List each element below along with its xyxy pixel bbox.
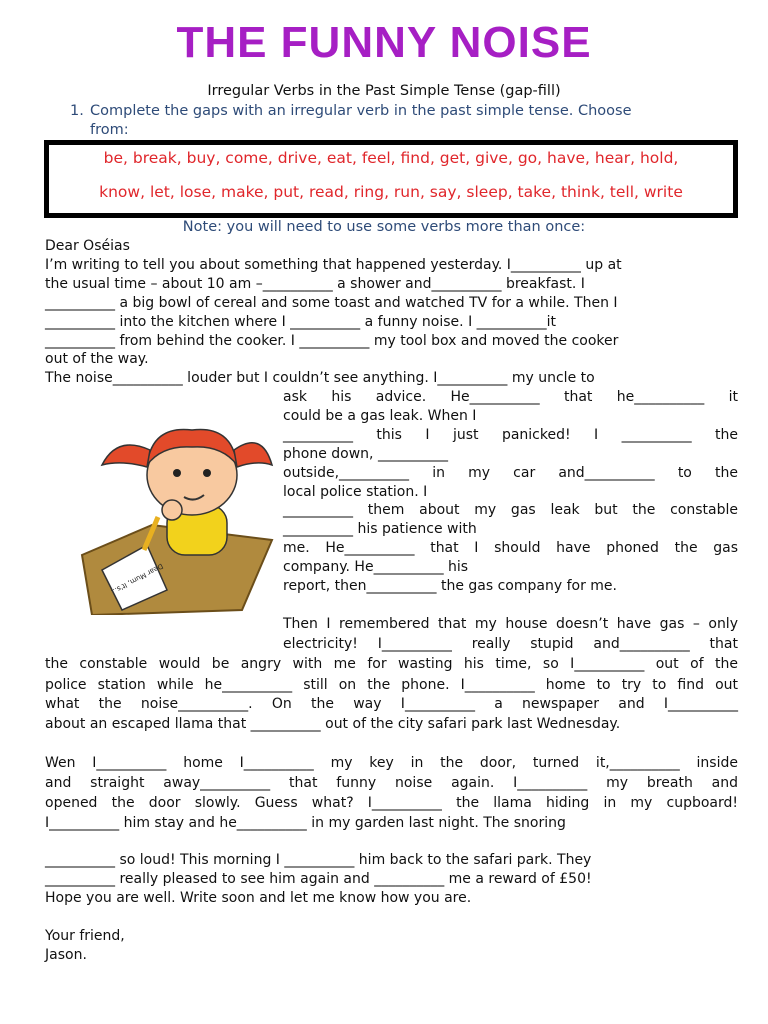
letter-line: Then I remembered that my house doesn’t have gas – only — [283, 616, 738, 632]
letter-line: ask his advice. He__________ that he__________ it — [283, 389, 738, 405]
left-eye — [173, 469, 181, 477]
letter-line: __________ into the kitchen where I __________ a funny noise. I __________it — [45, 314, 557, 330]
letter-line: company. He__________ his — [283, 559, 469, 575]
letter-line: I__________ him stay and he__________ in my garden last night. The snoring — [45, 815, 566, 831]
right-pigtail — [234, 443, 272, 467]
verb-list-line-1: be, break, buy, come, drive, eat, feel, find, get, give, go, have, hear, hold, — [103, 149, 679, 167]
letter-line: __________ so loud! This morning I __________ him back to the safari park. They — [45, 852, 592, 868]
letter-line: Wen I__________ home I__________ my key in the door, turned it,__________ inside — [45, 755, 738, 771]
instruction-line-1: Complete the gaps with an irregular verb in the past simple tense. Choose — [90, 103, 632, 119]
instruction-line-2: from: — [90, 122, 129, 138]
letter-line: Dear Oséias — [45, 238, 130, 254]
letter-line: the constable would be angry with me for wasting his time, so I__________ out of the — [45, 656, 738, 672]
right-eye — [203, 469, 211, 477]
letter-line: The noise__________ louder but I couldn’t see anything. I__________ my uncle to — [45, 370, 595, 386]
letter-line: outside,__________ in my car and__________ to the — [283, 465, 738, 481]
subtitle: Irregular Verbs in the Past Simple Tense (gap-fill) — [207, 83, 561, 99]
letter-line: could be a gas leak. When I — [283, 408, 477, 424]
letter-line: __________ really pleased to see him again and __________ me a reward of £50! — [45, 871, 592, 887]
paper-handwriting: Dear Mum, It's... — [109, 561, 165, 596]
verb-list-line-2: know, let, lose, make, put, read, ring, run, say, sleep, take, think, tell, write — [99, 183, 683, 201]
letter-line: __________ this I just panicked! I __________ the — [283, 427, 738, 443]
letter-line: what the noise__________. On the way I__________ a newspaper and I__________ — [45, 696, 738, 712]
girl-writing-illustration — [72, 405, 282, 615]
instruction-number: 1. — [70, 103, 84, 119]
letter-line: __________ them about my gas leak but the constable — [283, 502, 738, 518]
letter-line: local police station. I — [283, 484, 428, 500]
left-pigtail — [102, 445, 150, 467]
letter-line: me. He__________ that I should have phoned the gas — [283, 540, 738, 556]
letter-line: __________ a big bowl of cereal and some toast and watched TV for a while. Then I — [45, 295, 618, 311]
letter-line: the usual time – about 10 am –__________ a shower and__________ breakfast. I — [45, 276, 585, 292]
letter-line: I’m writing to tell you about something that happened yesterday. I__________ up at — [45, 257, 622, 273]
letter-line: out of the way. — [45, 351, 149, 367]
letter-line: opened the door slowly. Guess what? I__________ the llama hiding in my cupboard! — [45, 795, 738, 811]
letter-line: and straight away__________ that funny noise again. I__________ my breath and — [45, 775, 738, 791]
hand-shape — [162, 500, 182, 520]
note: Note: you will need to use some verbs more than once: — [182, 219, 586, 235]
page-title: THE FUNNY NOISE — [176, 18, 592, 67]
letter-line: __________ his patience with — [283, 521, 477, 537]
letter-line: report, then__________ the gas company for me. — [283, 578, 617, 594]
letter-line: police station while he__________ still on the phone. I__________ home to try to find out — [45, 677, 738, 693]
verb-box — [44, 140, 738, 218]
letter-line: __________ from behind the cooker. I __________ my tool box and moved the cooker — [45, 333, 619, 349]
letter-line: phone down, __________ — [283, 446, 448, 462]
letter-line: about an escaped llama that __________ out of the city safari park last Wednesday. — [45, 716, 621, 732]
letter-line: Your friend, — [45, 928, 125, 944]
letter-line: electricity! I__________ really stupid and__________ that — [283, 636, 738, 652]
letter-line: Hope you are well. Write soon and let me know how you are. — [45, 890, 472, 906]
letter-line: Jason. — [45, 947, 87, 963]
